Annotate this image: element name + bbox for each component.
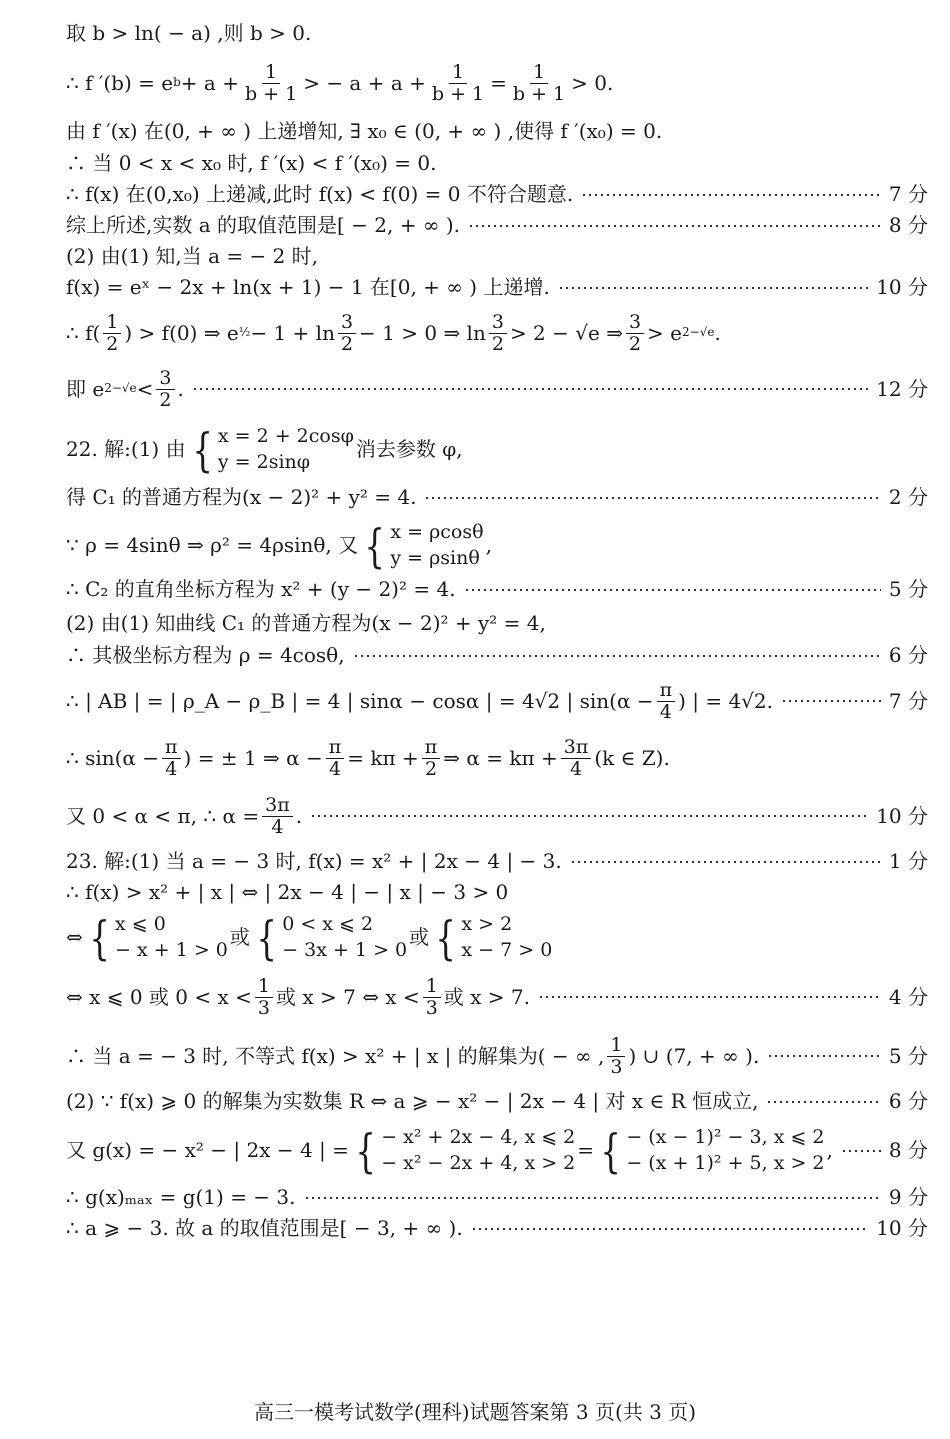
fraction [103, 312, 121, 355]
text: ⇒ α = kπ + [443, 745, 558, 770]
text: ∴ 其极坐标方程为 ρ = 4cosθ, [66, 643, 345, 667]
denominator: 2 [106, 332, 119, 355]
text: 23. 解:(1) 当 a = − 3 时, f(x) = x² + | 2x − 4 | − 3. [66, 849, 562, 873]
row: x > 2 [461, 913, 513, 935]
denominator: 4 [659, 700, 672, 723]
text: , [485, 533, 492, 558]
text: (2) ∵ f(x) ⩾ 0 的解集为实数集 R ⇔ a ⩾ − x² − | 2x − 4 | 对 x ∈ R 恒成立, [66, 1089, 759, 1113]
fraction [338, 312, 356, 355]
formula [66, 1035, 759, 1078]
formula [66, 312, 721, 355]
leader-dots [192, 384, 868, 394]
fraction [423, 976, 441, 1019]
line-c2 [66, 578, 928, 601]
line-gmax [66, 1186, 928, 1209]
fraction [429, 62, 487, 105]
leader-dots [464, 585, 881, 595]
line-part2-q23 [66, 1090, 928, 1113]
text: 或 x > 7 ⇔ x < [276, 984, 420, 1009]
text: ∴ sin(α − [66, 745, 160, 770]
exponent: 2−√e [104, 381, 137, 396]
leader-dots [471, 1224, 869, 1234]
line-increasing [66, 120, 928, 143]
line-rho [66, 520, 928, 571]
denominator: 2 [340, 332, 354, 355]
denominator: 3 [257, 996, 270, 1019]
fraction [156, 368, 174, 411]
row: x = ρcosθ [390, 521, 484, 543]
leader-dots [468, 221, 881, 231]
line-f-half [66, 312, 928, 355]
line-derivative-b [66, 62, 928, 105]
text: ⇔ [66, 925, 83, 950]
row: x − 7 > 0 [461, 938, 553, 961]
score-label: 2 分 [888, 485, 928, 509]
brace: { [89, 910, 110, 965]
text: ∴ f ′(b) = e [66, 70, 174, 95]
formula [66, 368, 184, 411]
score-label: 5 分 [888, 577, 928, 601]
text: (k ∈ Z). [594, 745, 670, 770]
denominator: 2 [491, 332, 504, 355]
fraction [626, 312, 644, 355]
line-q23 [66, 850, 928, 873]
row: − (x − 1)² − 3, x ⩽ 2 [626, 1126, 825, 1148]
brace: { [600, 1123, 621, 1178]
equation-system [431, 912, 552, 963]
formula [66, 520, 492, 571]
brace: { [364, 518, 386, 573]
text: ∴ 当 0 < x < x₀ 时, f ′(x) < f ′(x₀) = 0. [66, 151, 437, 175]
fraction [561, 737, 592, 780]
numerator: 1 [530, 62, 548, 84]
numerator: 1 [255, 976, 273, 998]
row: − x + 1 > 0 [115, 938, 228, 961]
text: ) > f(0) ⇒ e [124, 320, 239, 345]
formula [66, 62, 613, 105]
line-alpha [66, 795, 928, 838]
text: 或 [229, 925, 250, 950]
text: , [826, 1138, 833, 1163]
leader-dots [767, 1051, 881, 1061]
numerator: 3 [626, 312, 644, 334]
text: 得 C₁ 的普通方程为(x − 2)² + y² = 4. [66, 485, 417, 509]
fraction [255, 976, 273, 1019]
text: + a + [180, 70, 239, 95]
formula [66, 1125, 833, 1176]
numerator: 1 [607, 1035, 625, 1057]
text: ) = ± 1 ⇒ α − [183, 745, 323, 770]
line-part2 [66, 245, 928, 268]
leader-dots [538, 992, 881, 1002]
fraction [262, 795, 293, 838]
numerator: π [326, 737, 345, 759]
leader-dots [781, 696, 881, 706]
formula [66, 976, 530, 1019]
numerator: 3π [561, 737, 592, 759]
text: ∴ C₂ 的直角坐标方程为 x² + (y − 2)² = 4. [66, 577, 456, 601]
score-label: 10 分 [876, 1216, 928, 1240]
numerator: 1 [449, 62, 467, 84]
fraction [657, 680, 676, 723]
brace: { [256, 910, 277, 965]
denominator: 4 [569, 757, 583, 780]
brace: { [355, 1123, 376, 1178]
line-when [66, 152, 928, 175]
text: − 1 + ln [250, 320, 335, 345]
score-label: 6 分 [888, 643, 928, 667]
text: . [295, 803, 303, 828]
text: 综上所述,实数 a 的取值范围是[ − 2, + ∞ ). [66, 213, 461, 237]
text: . [177, 376, 184, 401]
denominator: 4 [271, 815, 284, 838]
score-label: 5 分 [888, 1043, 928, 1068]
fraction [510, 62, 568, 105]
brace: { [191, 422, 213, 477]
text: 22. 解:(1) 由 [66, 437, 186, 462]
text: 或 [409, 925, 430, 950]
score-label: 8 分 [888, 213, 928, 237]
denominator: b + 1 [431, 82, 485, 105]
leader-dots [581, 190, 881, 200]
formula [66, 424, 463, 475]
line-range [66, 214, 928, 237]
score-label: 6 分 [888, 1089, 928, 1113]
leader-dots [424, 493, 880, 503]
score-label: 7 分 [888, 182, 928, 206]
text: ∴ f(x) 在(0,x₀) 上递减,此时 f(x) < f(0) = 0 不符合题意. [66, 182, 574, 206]
leader-dots [310, 811, 868, 821]
text: > − a + a + [303, 70, 426, 95]
text: ) ∪ (7, + ∞ ). [628, 1043, 760, 1068]
leader-dots [558, 283, 868, 293]
numerator: 1 [423, 976, 441, 998]
formula [66, 912, 554, 963]
denominator: 3 [610, 1055, 623, 1078]
score-label: 8 分 [888, 1138, 928, 1163]
fraction [326, 737, 345, 780]
score-label: 10 分 [876, 803, 928, 828]
line-solution-set [66, 1035, 928, 1078]
formula [66, 795, 302, 838]
score-label: 12 分 [876, 376, 928, 401]
numerator: 1 [262, 62, 280, 84]
denominator: b + 1 [512, 82, 566, 105]
text: f(x) = eˣ − 2x + ln(x + 1) − 1 在[0, + ∞ ) 上递增. [66, 275, 550, 299]
row: y = 2sinφ [217, 450, 311, 473]
text: 消去参数 φ, [355, 437, 463, 462]
row: − x² + 2x − 4, x ⩽ 2 [381, 1126, 576, 1148]
numerator: π [422, 737, 441, 759]
leader-dots [570, 857, 881, 867]
fraction [422, 737, 441, 780]
score-label: 7 分 [888, 688, 928, 713]
text: ∴ g(x)ₘₐₓ = g(1) = − 3. [66, 1185, 296, 1209]
text: 或 x > 7. [443, 984, 530, 1009]
numerator: 3 [156, 368, 174, 390]
line-sin [66, 737, 928, 780]
numerator: 1 [103, 312, 121, 334]
page-footer: 高三一模考试数学(理科)试题答案第 3 页(共 3 页) [253, 1400, 697, 1424]
text: ∴ | AB | = | ρ_A − ρ_B | = 4 | sinα − cosα | = 4√2 | sin(α − [66, 688, 654, 713]
text: 又 0 < α < π, ∴ α = [66, 803, 260, 828]
fraction [607, 1035, 625, 1078]
numerator: π [657, 680, 676, 702]
text: ∴ 当 a = − 3 时, 不等式 f(x) > x² + | x | 的解集为( − ∞ , [66, 1043, 605, 1068]
fraction [489, 312, 507, 355]
line-part2-c1 [66, 612, 928, 635]
equation-system [360, 520, 483, 571]
row: − (x + 1)² + 5, x > 2 [626, 1151, 825, 1174]
equation-system [85, 912, 228, 963]
row: − 3x + 1 > 0 [282, 938, 408, 961]
text: (2) 由(1) 知,当 a = − 2 时, [66, 244, 319, 268]
row: x ⩽ 0 [115, 913, 166, 935]
exponent: 2−√e [682, 325, 715, 340]
text: . [714, 320, 721, 345]
denominator: 3 [425, 996, 438, 1019]
leader-dots [766, 1097, 880, 1107]
denominator: 2 [424, 757, 438, 780]
text: > e [647, 320, 682, 345]
formula [66, 737, 670, 780]
row: y = ρsinθ [390, 546, 480, 569]
line-solution [66, 976, 928, 1019]
formula [66, 680, 773, 723]
text: ) | = 4√2. [678, 688, 773, 713]
equation-system [252, 912, 407, 963]
line-take-b [66, 22, 928, 45]
line-ab [66, 680, 928, 723]
numerator: 3 [338, 312, 356, 334]
text: ⇔ x ⩽ 0 或 0 < x < [66, 984, 252, 1009]
denominator: 4 [165, 757, 178, 780]
denominator: b + 1 [244, 82, 298, 105]
text: 又 g(x) = − x² − | 2x − 4 | = [66, 1138, 349, 1163]
score-label: 9 分 [888, 1185, 928, 1209]
row: 0 < x ⩽ 2 [282, 913, 374, 935]
leader-dots [841, 1146, 881, 1156]
text: − 1 > 0 ⇒ ln [359, 320, 486, 345]
exponent: ½ [238, 325, 251, 340]
text: = kπ + [347, 745, 419, 770]
numerator: 3π [262, 795, 293, 817]
text: > 2 − √e ⇒ [509, 320, 623, 345]
leader-dots [353, 651, 881, 661]
line-polar [66, 644, 928, 667]
equation-system [188, 424, 354, 475]
leader-dots [304, 1193, 881, 1203]
text: ∴ f(x) > x² + | x | ⇔ | 2x − 4 | − | x | − 3 > 0 [66, 880, 509, 904]
fraction [242, 62, 300, 105]
row: x = 2 + 2cosφ [217, 425, 354, 447]
text: > 0. [571, 70, 614, 95]
line-inequality [66, 881, 928, 904]
denominator: 2 [628, 332, 642, 355]
text: 即 e [66, 376, 105, 401]
line-final [66, 1217, 928, 1240]
line-c1 [66, 486, 928, 509]
line-g [66, 1125, 928, 1176]
text: < [136, 376, 154, 401]
line-conclusion [66, 368, 928, 411]
fraction [162, 737, 181, 780]
numerator: π [162, 737, 181, 759]
text: 由 f ′(x) 在(0, + ∞ ) 上递增知, ∃ x₀ ∈ (0, + ∞ ) ,使得 f ′(x₀) = 0. [66, 119, 663, 143]
line-decreasing [66, 183, 928, 206]
exponent: b [173, 75, 181, 90]
score-label: 10 分 [876, 275, 928, 299]
text: 取 b > ln( − a) ,则 b > 0. [66, 21, 312, 45]
brace: { [435, 910, 457, 965]
denominator: 2 [159, 388, 172, 411]
text: ∴ f( [66, 320, 101, 345]
score-label: 4 分 [888, 984, 928, 1009]
piecewise [351, 1125, 575, 1176]
text: ∵ ρ = 4sinθ ⇒ ρ² = 4ρsinθ, 又 [66, 533, 359, 558]
text: (2) 由(1) 知曲线 C₁ 的普通方程为(x − 2)² + y² = 4, [66, 611, 546, 635]
line-cases [66, 912, 928, 963]
row: − x² − 2x + 4, x > 2 [381, 1151, 576, 1174]
text: = [577, 1138, 595, 1163]
text: ∴ a ⩾ − 3. 故 a 的取值范围是[ − 3, + ∞ ). [66, 1216, 463, 1240]
line-fx [66, 276, 928, 299]
piecewise [596, 1125, 824, 1176]
line-q22 [66, 424, 928, 475]
numerator: 3 [489, 312, 507, 334]
score-label: 1 分 [888, 849, 928, 873]
denominator: 4 [328, 757, 342, 780]
text: = [490, 70, 507, 95]
